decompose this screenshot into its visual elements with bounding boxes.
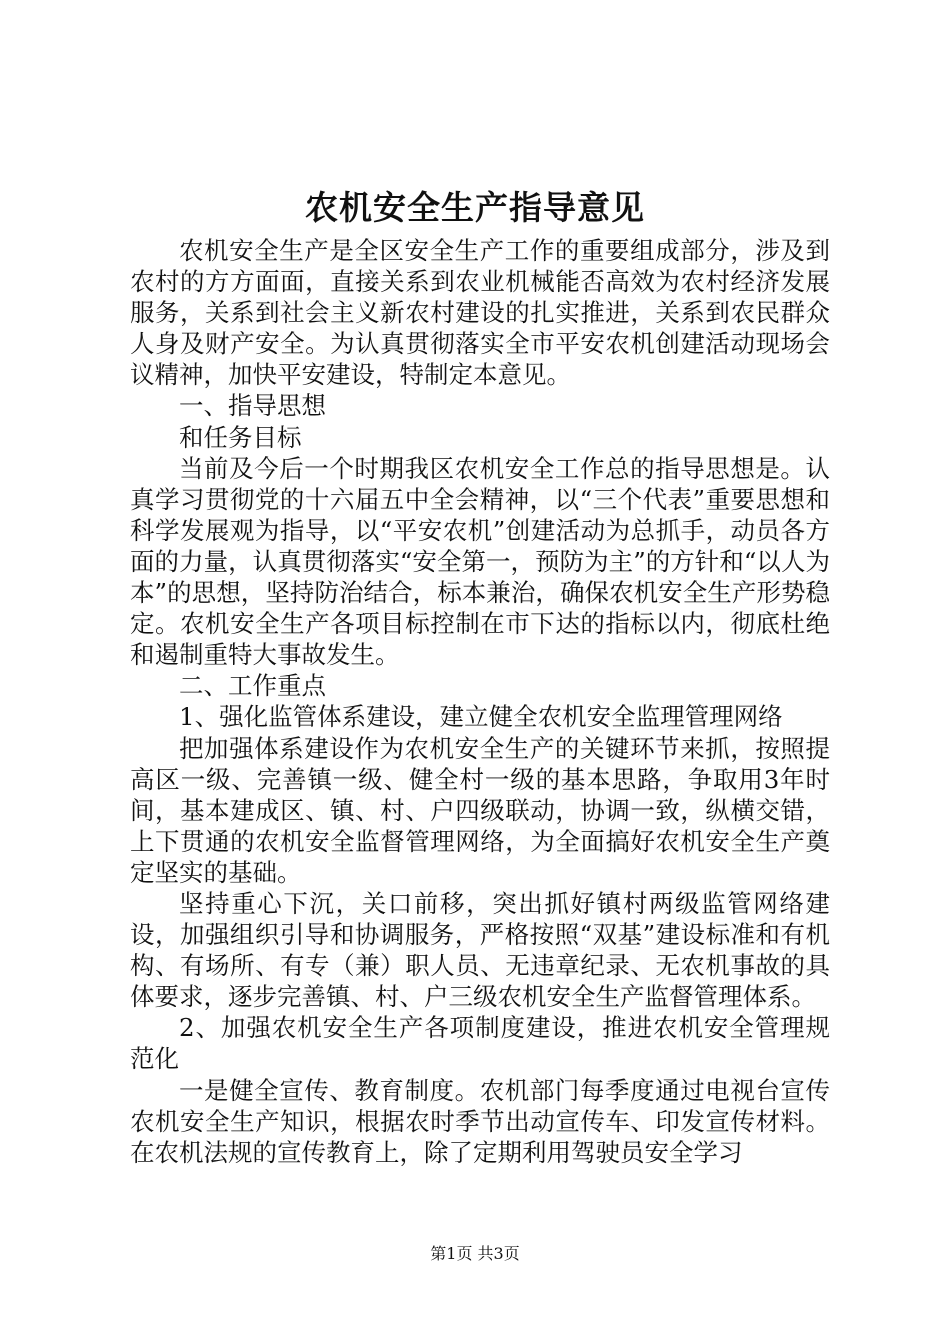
- paragraph-publicity-education: 一是健全宣传、教育制度。农机部门每季度通过电视台宣传农机安全生产知识，根据农时季节出动宣传车、印发宣传材料。在农机法规的宣传教育上，除了定期利用驾驶员安全学习: [130, 1075, 830, 1167]
- document-title: 农机安全生产指导意见: [305, 188, 645, 227]
- section-heading-task-goals: 和任务目标: [179, 422, 302, 452]
- section-heading-work-focus: 二、工作重点: [179, 671, 326, 701]
- subsection-heading-regulation-system: 2、加强农机安全生产各项制度建设，推进农机安全管理规范化: [130, 1013, 830, 1074]
- page-number-footer: 第1页 共3页: [430, 1244, 520, 1263]
- paragraph-focus-downward: 坚持重心下沉，关口前移，突出抓好镇村两级监管网络建设，加强组织引导和协调服务，严格按照“双基”建设标准和有机构、有场所、有专（兼）职人员、无违章纪录、无农机事故的具体要求，逐步完善镇、村、户三级农机安全生产监督管理体系。: [130, 888, 830, 1012]
- paragraph-system-construction: 把加强体系建设作为农机安全生产的关键环节来抓，按照提高区一级、完善镇一级、健全村一级的基本思路，争取用3年时间，基本建成区、镇、村、户四级联动，协调一致，纵横交错，上下贯通的农机安全监督管理网络，为全面搞好农机安全生产奠定坚实的基础。: [130, 733, 830, 887]
- section-heading-guiding-ideology: 一、指导思想: [179, 391, 326, 421]
- subsection-heading-supervision-system: 1、强化监管体系建设，建立健全农机安全监理管理网络: [179, 702, 783, 732]
- paragraph-guiding-ideology: 当前及今后一个时期我区农机安全工作总的指导思想是。认真学习贯彻党的十六届五中全会精神，以“三个代表”重要思想和科学发展观为指导，以“平安农机”创建活动为总抓手，动员各方面的力量，认真贯彻落实“安全第一，预防为主”的方针和“以人为本”的思想，坚持防治结合，标本兼治，确保农机安全生产形势稳定。农机安全生产各项目标控制在市下达的指标以内，彻底杜绝和遏制重特大事故发生。: [130, 453, 830, 670]
- paragraph-intro: 农机安全生产是全区安全生产工作的重要组成部分，涉及到农村的方方面面，直接关系到农业机械能否高效为农村经济发展服务，关系到社会主义新农村建设的扎实推进，关系到农民群众人身及财产安全。为认真贯彻落实全市平安农机创建活动现场会议精神，加快平安建设，特制定本意见。: [130, 236, 830, 390]
- document-body: [130, 235, 830, 1168]
